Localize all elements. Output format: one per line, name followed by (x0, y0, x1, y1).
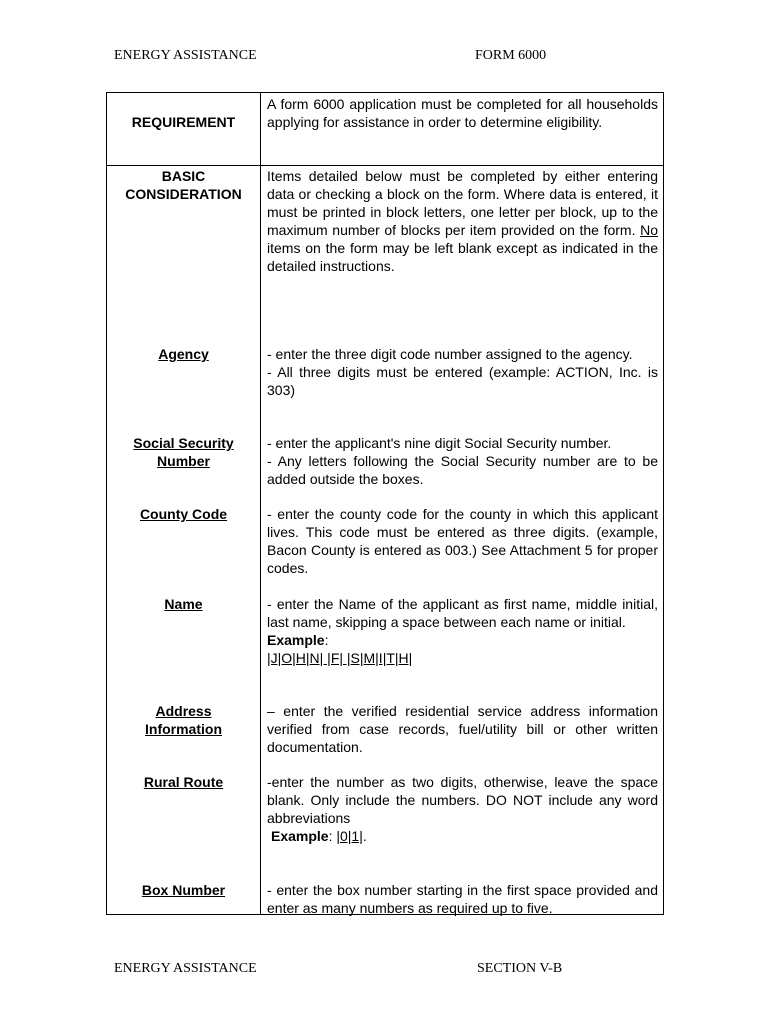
desc-address-information: – enter the verified residential service address information verified from case records, fuel/utility bill or other written documentation. (267, 703, 658, 755)
label-ssn-line1: Social Security (133, 435, 234, 451)
label-box-number: Box Number (141, 882, 226, 898)
instructions-table (106, 92, 664, 915)
rural-example-colon: : (328, 828, 337, 844)
label-social-security (107, 434, 260, 470)
label-agency: Agency (158, 346, 209, 362)
ssn-line2: - Any letters following the Social Security number are to be added outside the boxes. (267, 453, 658, 487)
label-address-information (107, 702, 260, 738)
footer-right: SECTION V-B (477, 961, 563, 976)
desc-basic-consideration (267, 167, 658, 275)
label-name: Name (164, 596, 203, 612)
name-text: - enter the Name of the applicant as first name, middle initial, last name, skipping a space between each name or initial. (267, 596, 658, 630)
rural-text: -enter the number as two digits, otherwise, leave the space blank. Only include the numbers. DO NOT include any word abbreviations (267, 774, 658, 826)
rural-example-end: . (362, 828, 367, 844)
agency-line1: - enter the three digit code number assigned to the agency. (267, 346, 633, 362)
rural-example-value: |0|1| (336, 828, 363, 844)
column-divider (260, 93, 261, 914)
row-divider (107, 165, 663, 166)
label-county-code: County Code (139, 506, 228, 522)
ssn-line1: - enter the applicant's nine digit Social Security number. (267, 435, 612, 451)
label-requirement: REQUIREMENT (131, 114, 236, 130)
header-left: ENERGY ASSISTANCE (114, 48, 257, 63)
label-address-line2: Information (145, 721, 222, 737)
desc-social-security (267, 434, 658, 488)
basic-text-no: No (640, 222, 658, 238)
agency-line2: - All three digits must be entered (example: ACTION, Inc. is 303) (267, 364, 658, 398)
desc-agency (267, 345, 658, 399)
label-basic-line2: CONSIDERATION (125, 186, 242, 202)
basic-text-before: Items detailed below must be completed by either entering data or checking a block on the form. Where data is entered, it must be printed in block letters, one letter per block, up to the maximum number of blocks per item provided on the form. (267, 168, 658, 238)
label-rural-route: Rural Route (143, 774, 224, 790)
desc-rural-route (267, 773, 658, 845)
label-basic-consideration (107, 167, 260, 203)
basic-text-after: items on the form may be left blank except as indicated in the detailed instructions. (267, 240, 658, 274)
name-example-colon: : (324, 632, 329, 648)
name-example-value: |J|O|H|N| |F| |S|M|I|T|H| (267, 650, 413, 666)
header-right: FORM 6000 (475, 48, 547, 63)
label-basic-line1: BASIC (161, 168, 206, 184)
desc-name (267, 595, 658, 667)
rural-example-label: Example (271, 828, 329, 844)
label-address-line1: Address (155, 703, 212, 719)
desc-requirement: A form 6000 application must be completed for all households applying for assistance in order to determine eligibility. (267, 96, 658, 130)
desc-box-number: - enter the box number starting in the first space provided and enter as many numbers as required up to five. (267, 882, 658, 916)
desc-county-code: - enter the county code for the county in which this applicant lives. This code must be entered as three digits. (example, Bacon County is entered as 003.) See Attachment 5 for proper codes. (267, 506, 658, 576)
label-ssn-line2: Number (157, 453, 210, 469)
name-example-label: Example (267, 632, 325, 648)
footer-left: ENERGY ASSISTANCE (114, 961, 257, 976)
